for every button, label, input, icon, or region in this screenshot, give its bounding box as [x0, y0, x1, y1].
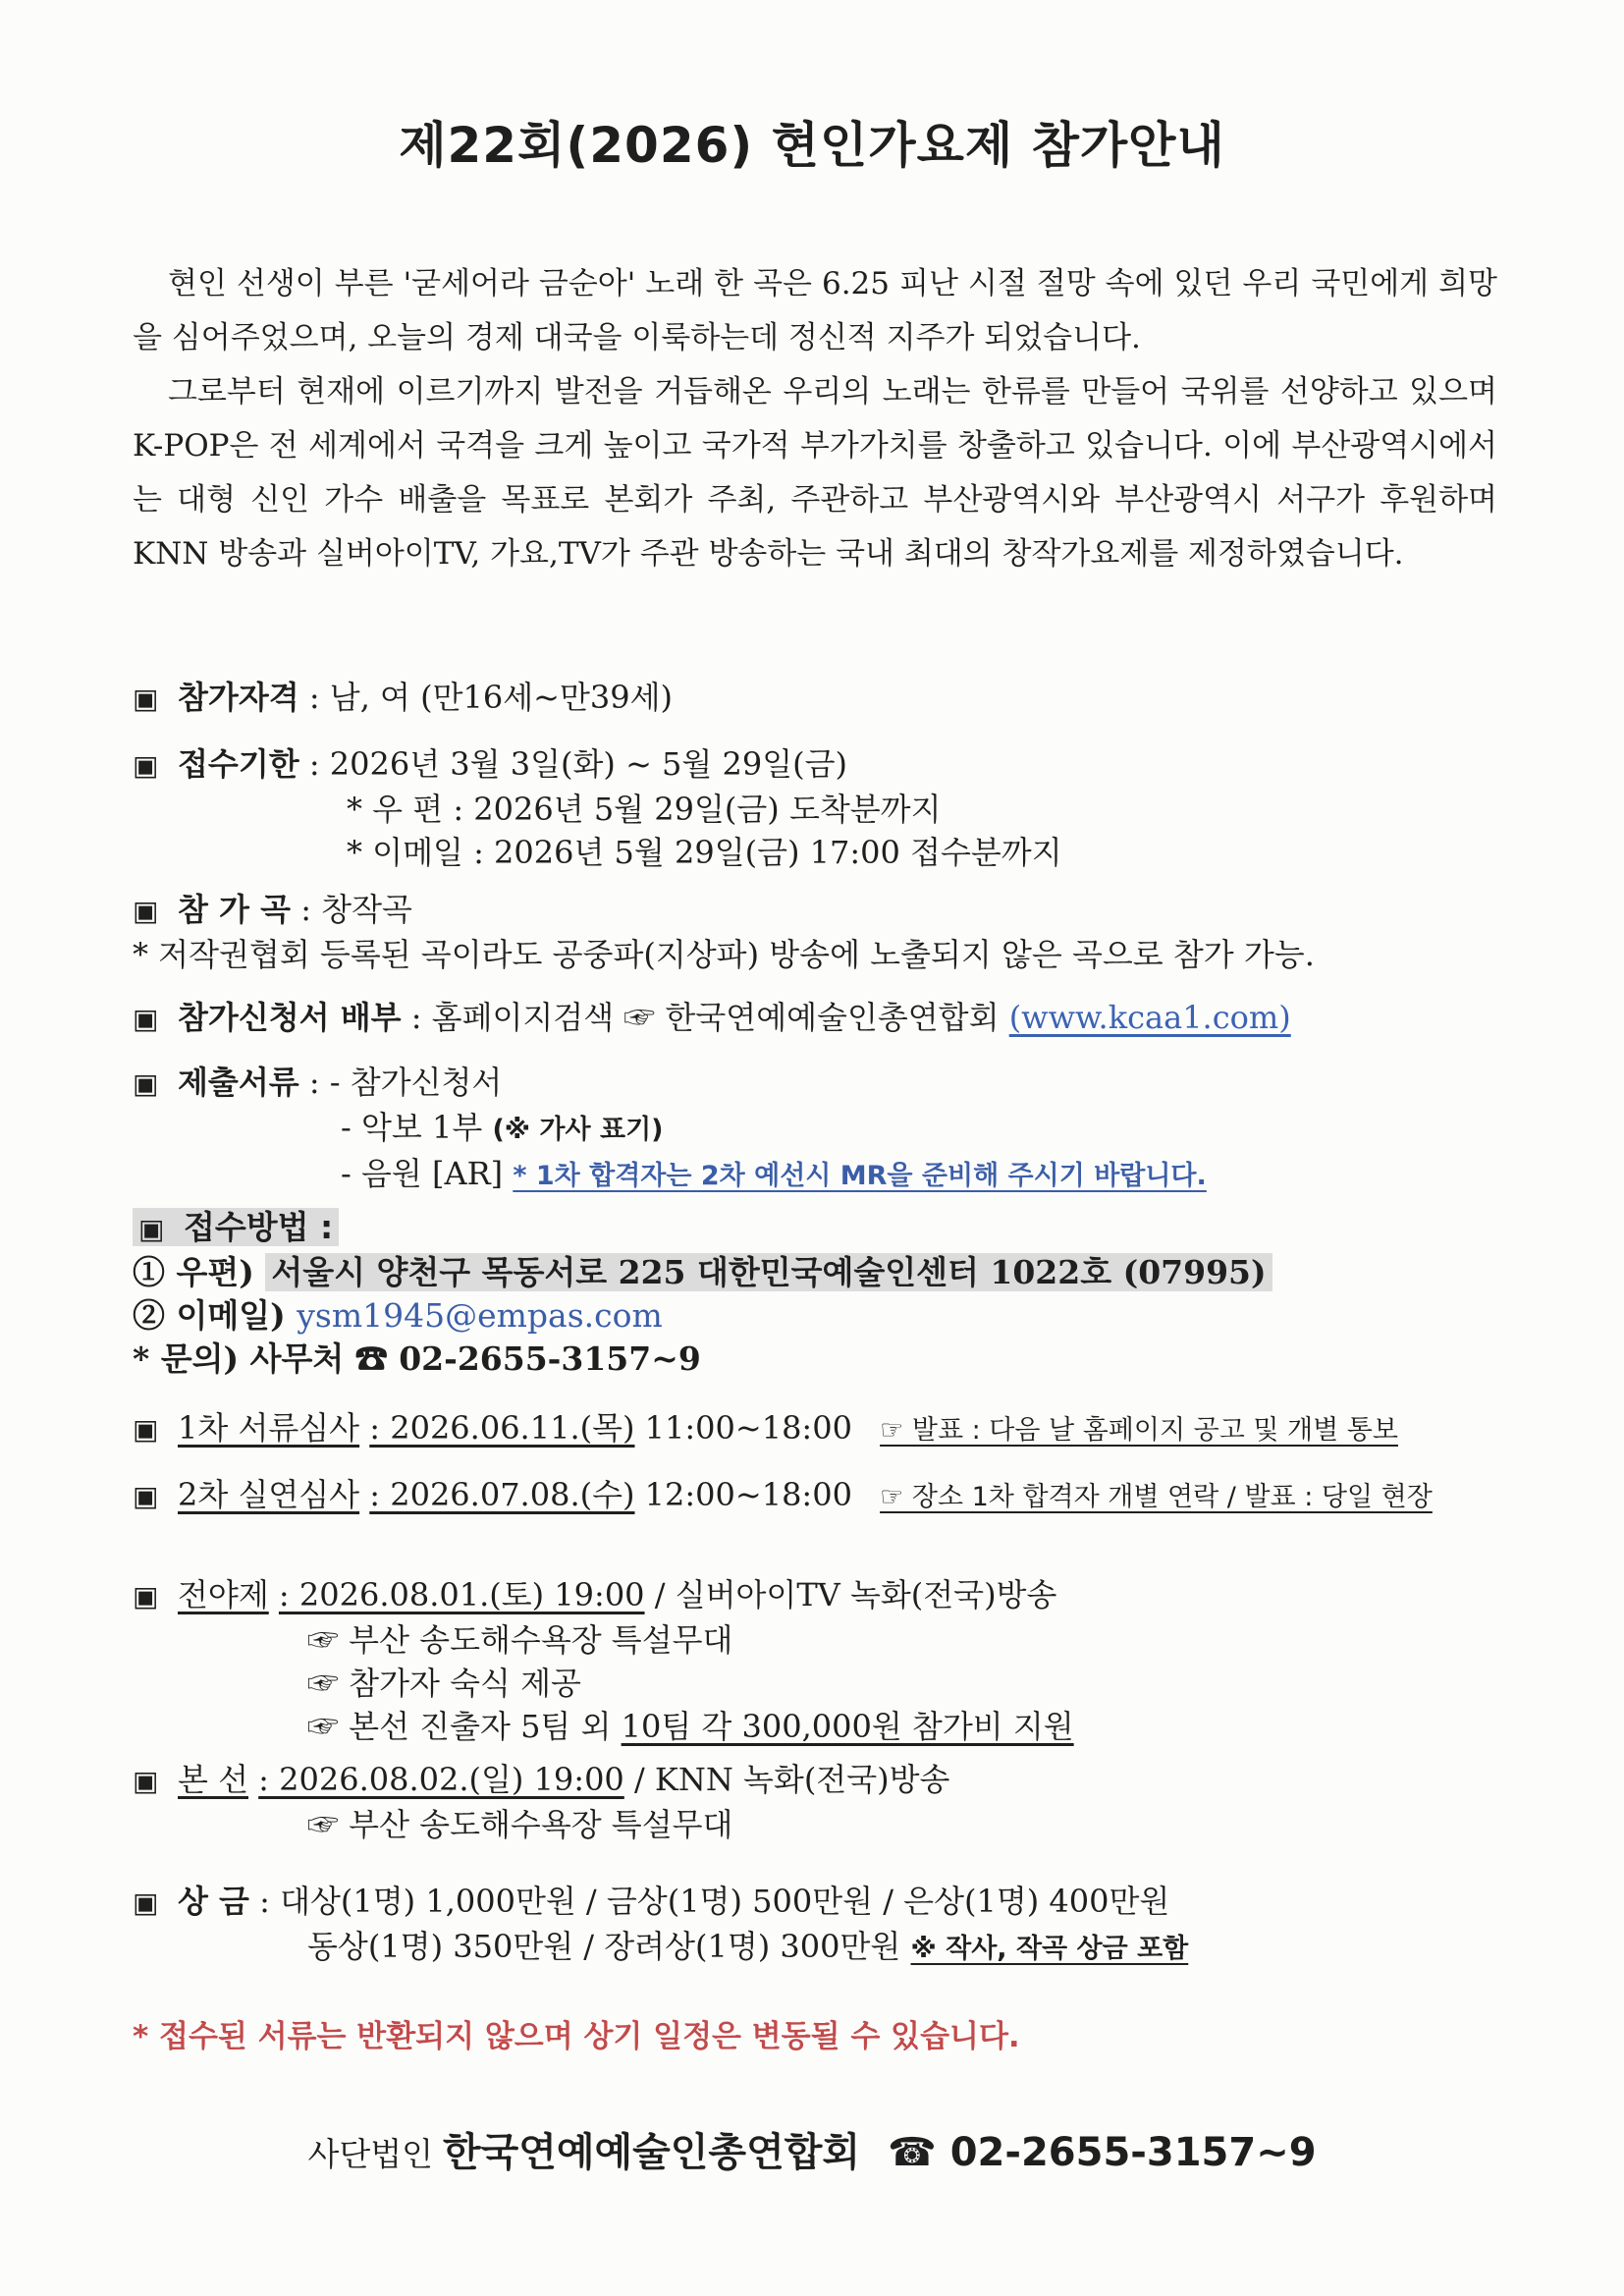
songs-section — [133, 888, 1527, 976]
eve-item-2: ☞ 참가자 숙식 제공 — [307, 1665, 581, 1702]
documents-item-3: - 음원 [AR] — [341, 1155, 504, 1192]
submission-label: 접수방법 : — [184, 1208, 334, 1246]
period-label: 접수기한 — [178, 745, 299, 783]
round1-label: 1차 서류심사 — [178, 1409, 360, 1447]
round2-date: : 2026.07.08.(수) — [369, 1476, 635, 1513]
songs-label: 참 가 곡 — [178, 891, 292, 928]
round2-note: ☞ 장소 1차 합격자 개별 연락 / 발표 : 당일 현장 — [880, 1482, 1433, 1512]
submission-inquiry: * 문의) 사무처 ☎ 02-2655-3157~9 — [133, 1339, 701, 1378]
application-label: 참가신청서 배부 — [178, 999, 402, 1036]
square-bullet-icon: ▣ — [133, 895, 159, 927]
eligibility-label: 참가자격 — [178, 679, 299, 716]
square-bullet-icon: ▣ — [133, 1413, 159, 1446]
final-section — [133, 1758, 1527, 1846]
round2-section — [133, 1473, 1527, 1519]
documents-label: 제출서류 — [178, 1064, 299, 1101]
period-mail: * 우 편 : 2026년 5월 29일(금) 도착분까지 — [347, 791, 942, 828]
prizes-label: 상 금 — [178, 1883, 249, 1920]
submission-post-prefix: ① 우편) — [133, 1253, 254, 1291]
eve-item-3-support: 10팀 각 300,000원 참가비 지원 — [621, 1708, 1074, 1745]
eve-item-1: ☞ 부산 송도해수욕장 특설무대 — [307, 1621, 733, 1659]
page-title: 제22회(2026) 현인가요제 참가안내 — [399, 117, 1225, 174]
songs-value: : 창작곡 — [300, 891, 412, 928]
submission-post-address: 서울시 양천구 목동서로 225 대한민국예술인센터 1022호 (07995) — [265, 1253, 1272, 1291]
documents-item-1: : - 참가신청서 — [308, 1064, 503, 1101]
round2-time: 12:00~18:00 — [644, 1476, 852, 1513]
footer-org-prefix: 사단법인 — [307, 2135, 433, 2173]
period-email: * 이메일 : 2026년 5월 29일(금) 17:00 접수분까지 — [347, 834, 1062, 871]
square-bullet-icon: ▣ — [133, 683, 159, 715]
round1-time: 11:00~18:00 — [644, 1409, 852, 1447]
eve-broadcast: / 실버아이TV 녹화(전국)방송 — [654, 1576, 1057, 1613]
round1-section — [133, 1406, 1527, 1452]
footer — [0, 2121, 1624, 2177]
round2-label: 2차 실연심사 — [178, 1476, 360, 1513]
eve-section — [133, 1573, 1527, 1748]
intro-paragraph-1: 현인 선생이 부른 '굳세어라 금순아' 노래 한 곡은 6.25 피난 시절 절망 속에 있던 우리 국민에게 희망을 심어주었으며, 오늘의 경제 대국을 이룩하는데 정신적 지주가 되었습니다. — [133, 266, 1497, 355]
square-bullet-icon: ▣ — [133, 1003, 159, 1035]
eve-label: 전야제 — [178, 1576, 269, 1613]
application-section — [133, 996, 1527, 1041]
prizes-section — [133, 1880, 1527, 1971]
square-bullet-icon: ▣ — [133, 1886, 159, 1919]
homepage-link[interactable]: (www.kcaa1.com) — [1008, 999, 1291, 1036]
submission-email-prefix: ② 이메일) — [133, 1296, 286, 1335]
square-bullet-icon: ▣ — [133, 1580, 159, 1613]
final-item-1: ☞ 부산 송도해수욕장 특설무대 — [307, 1806, 733, 1843]
square-bullet-icon: ▣ — [133, 749, 159, 782]
round1-note: ☞ 발표 : 다음 날 홈페이지 공고 및 개별 통보 — [880, 1415, 1398, 1446]
intro-paragraph-2: 그로부터 현재에 이르기까지 발전을 거듭해온 우리의 노래는 한류를 만들어 국위를 선양하고 있으며 K-POP은 전 세계에서 국격을 크게 높이고 국가적 부가가치를 창출하고 있습니다. 이에 부산광역시에서는 대형 신인 가수 배출을 목표로 본회가 주최, 주관하고 부산광역시와 부산광역시 서구가 후원하며 KNN 방송과 실버아이TV, 가요,TV가 주관 방송하는 국내 최대의 창작가요제를 제정하였습니다. — [133, 374, 1497, 572]
eligibility-value: : 남, 여 (만16세~만39세) — [308, 679, 673, 716]
eve-date: : 2026.08.01.(토) 19:00 — [278, 1576, 645, 1613]
documents-item-2: - 악보 1부 — [341, 1109, 483, 1146]
square-bullet-icon: ▣ — [133, 1765, 159, 1797]
round1-date: : 2026.06.11.(목) — [369, 1409, 635, 1447]
submission-email[interactable]: ysm1945@empas.com — [297, 1296, 663, 1335]
submission-section — [133, 1206, 1527, 1381]
prizes-line-1: : 대상(1명) 1,000만원 / 금상(1명) 500만원 / 은상(1명) 400만원 — [259, 1883, 1170, 1920]
intro-text — [133, 257, 1497, 581]
period-value: : 2026년 3월 3일(화) ~ 5월 29일(금) — [308, 745, 848, 783]
square-bullet-icon: ▣ — [133, 1480, 159, 1512]
final-broadcast: / KNN 녹화(전국)방송 — [633, 1761, 950, 1798]
footer-phone: ☎ 02-2655-3157~9 — [887, 2130, 1317, 2175]
square-bullet-icon: ▣ — [133, 1067, 159, 1100]
square-bullet-icon: ▣ — [138, 1213, 165, 1245]
footer-org-name: 한국연예예술인총연합회 — [442, 2130, 860, 2175]
songs-note: * 저작권협회 등록된 곡이라도 공중파(지상파) 방송에 노출되지 않은 곡으로 참가 가능. — [133, 936, 1315, 973]
final-label: 본 선 — [178, 1761, 248, 1798]
warning-text: * 접수된 서류는 반환되지 않으며 상기 일정은 변동될 수 있습니다. — [133, 2019, 1020, 2054]
prizes-note: ※ 작사, 작곡 상금 포함 — [910, 1934, 1189, 1964]
eve-item-3: ☞ 본선 진출자 5팀 외 — [307, 1708, 612, 1745]
documents-item-2-note: (※ 가사 표기) — [492, 1115, 664, 1145]
eligibility-section — [133, 676, 1527, 721]
prizes-line-2: 동상(1명) 350만원 / 장려상(1명) 300만원 — [307, 1928, 901, 1965]
period-section — [133, 742, 1527, 874]
application-value: : 홈페이지검색 ☞ 한국연예예술인총연합회 — [410, 999, 1000, 1036]
final-date: : 2026.08.02.(일) 19:00 — [258, 1761, 624, 1798]
documents-section — [133, 1061, 1527, 1198]
documents-item-3-note: * 1차 합격자는 2차 예선시 MR을 준비해 주시기 바랍니다. — [513, 1161, 1207, 1191]
